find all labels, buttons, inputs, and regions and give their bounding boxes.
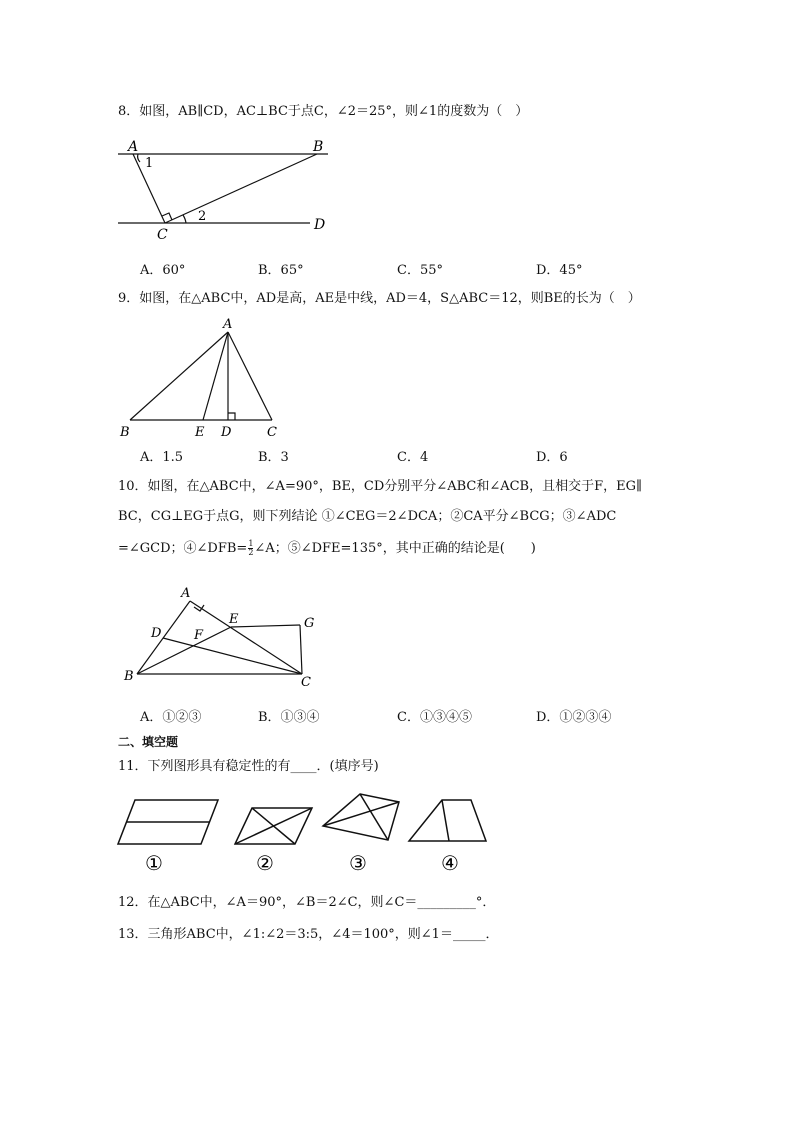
q8-label-b: B	[313, 139, 324, 155]
q11-label-1: ①	[145, 851, 163, 875]
q10-fraction-numerator: 1	[248, 539, 254, 548]
q9-option-c[interactable]: C．4	[397, 450, 429, 465]
q8-option-c[interactable]: C．55°	[397, 263, 443, 278]
q10-option-d[interactable]: D．①②③④	[536, 710, 612, 725]
q10-label-e: E	[229, 612, 239, 627]
q10-label-f: F	[194, 628, 204, 643]
q11-figure	[115, 788, 495, 878]
q10-label-b: B	[124, 669, 134, 684]
q8-option-b[interactable]: B．65°	[258, 263, 304, 278]
q10-option-a[interactable]: A．①②③	[140, 710, 202, 725]
q10-option-b[interactable]: B．①③④	[258, 710, 320, 725]
q8-label-2: 2	[198, 209, 207, 224]
q11-label-4: ④	[441, 851, 459, 875]
q9-label-e: E	[195, 425, 205, 440]
q10-option-c[interactable]: C．①③④⑤	[397, 710, 472, 725]
q11-label-2: ②	[256, 851, 274, 875]
q9-label-a: A	[223, 317, 233, 332]
q9-label-b: B	[120, 425, 130, 440]
q9-option-d[interactable]: D．6	[536, 450, 568, 465]
q10-line3	[118, 540, 536, 558]
q9-option-b[interactable]: B．3	[258, 450, 289, 465]
q9-option-a[interactable]: A．1.5	[140, 450, 184, 465]
q9-label-d: D	[221, 425, 232, 440]
q11-text: 11．下列图形具有稳定性的有____．(填序号)	[118, 759, 379, 774]
q10-label-c: C	[301, 675, 311, 690]
q10-line3-b: ∠A；⑤∠DFE=135°，其中正确的结论是( )	[254, 541, 536, 556]
q10-label-d: D	[151, 626, 162, 641]
q10-line2: BC，CG⊥EG于点G，则下列结论 ①∠CEG＝2∠DCA；②CA平分∠BCG；③∠ADC	[118, 509, 617, 524]
q8-option-d[interactable]: D．45°	[536, 263, 583, 278]
q10-fraction	[248, 540, 253, 557]
q8-label-a: A	[128, 139, 139, 155]
q10-label-g: G	[304, 616, 315, 631]
q8-label-c: C	[157, 227, 168, 243]
q10-fraction-denominator: 2	[248, 548, 254, 557]
q8-figure	[110, 132, 350, 242]
q11-label-3: ③	[349, 851, 367, 875]
q10-label-a: A	[181, 586, 191, 601]
q9-figure	[115, 315, 290, 440]
q13-text: 13．三角形ABC中，∠1:∠2＝3:5，∠4＝100°，则∠1＝_____．	[118, 927, 499, 942]
q8-text: 8．如图，AB∥CD，AC⊥BC于点C，∠2＝25°，则∠1的度数为（ ）	[118, 104, 529, 119]
q8-label-d: D	[314, 217, 326, 233]
q8-option-a[interactable]: A．60°	[140, 263, 186, 278]
q8-label-1: 1	[145, 156, 154, 171]
q12-text: 12．在△ABC中，∠A＝90°，∠B＝2∠C，则∠C＝_________°．	[118, 895, 496, 910]
q10-line3-a: =∠GCD；④∠DFB=	[118, 541, 248, 556]
q10-figure	[120, 582, 330, 692]
section-title-fill-in: 二、填空题	[118, 735, 179, 749]
q10-line1: 10．如图，在△ABC中，∠A=90°，BE，CD分别平分∠ABC和∠ACB，且相交于F，EG∥	[118, 479, 642, 494]
q9-text: 9．如图，在△ABC中，AD是高，AE是中线，AD＝4，S△ABC＝12，则BE的长为（ ）	[118, 291, 641, 306]
q9-label-c: C	[267, 425, 277, 440]
